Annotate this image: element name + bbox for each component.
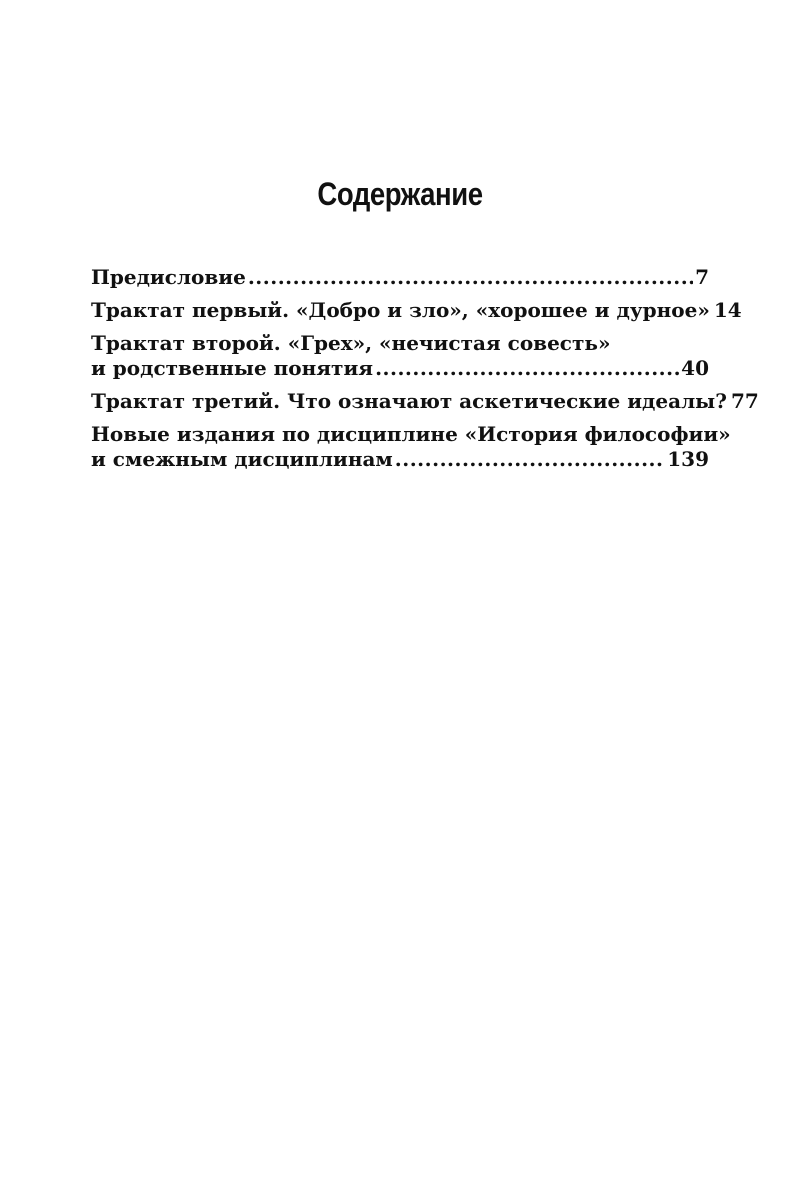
toc-entry-new-editions[interactable]: [91, 422, 731, 472]
toc-entry-preface[interactable]: [91, 265, 709, 290]
toc-page-number: 139: [667, 447, 709, 471]
dot-leader: [395, 447, 665, 472]
toc-entry-treatise-3[interactable]: [91, 389, 759, 414]
toc-entry-title-line-1: Трактат второй. «Грех», «нечистая совесть»: [91, 331, 611, 355]
toc-line: [91, 298, 742, 323]
toc-line: [91, 389, 759, 414]
toc-line: [91, 447, 709, 472]
toc-page-number: 40: [681, 356, 709, 380]
toc-entry-title: Трактат первый. «Добро и зло», «хорошее и дурное»: [91, 298, 710, 322]
toc-line: [91, 356, 709, 381]
dot-leader: [375, 356, 679, 381]
toc-page-number: 14: [713, 298, 742, 322]
toc-entry-title: Трактат третий. Что означают аскетические идеалы?: [91, 389, 727, 413]
toc-page-number: 77: [730, 389, 759, 413]
toc-entry-treatise-2[interactable]: [91, 331, 709, 381]
toc-page-number: 7: [695, 265, 709, 289]
dot-leader: [248, 265, 693, 290]
toc-entry-title: и родственные понятия: [91, 356, 374, 380]
toc-entry-treatise-1[interactable]: [91, 298, 742, 323]
page-title: Содержание: [317, 176, 483, 212]
toc-line: [91, 265, 709, 290]
table-of-contents: [91, 265, 759, 480]
toc-entry-title-line-1: Новые издания по дисциплине «История философии»: [91, 422, 731, 446]
toc-entry-title: Предисловие: [91, 265, 246, 289]
toc-entry-title: и смежным дисциплинам: [91, 447, 393, 471]
